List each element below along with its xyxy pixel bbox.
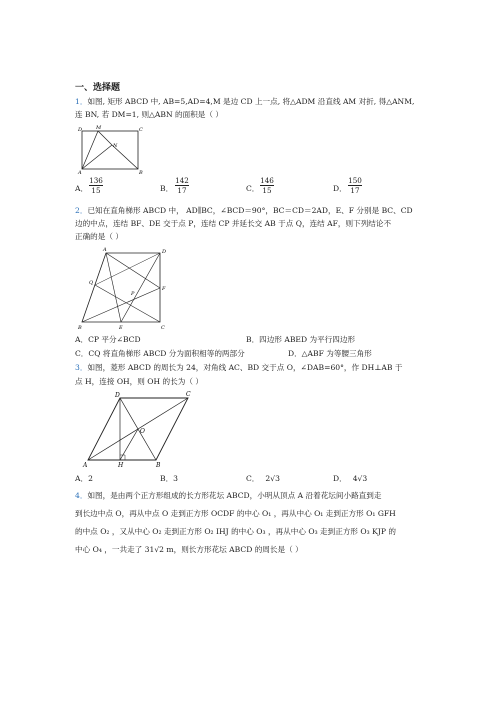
q1-figure [78, 126, 144, 174]
q1-label-n: N [113, 143, 118, 149]
q1-line2: 连 BN, 若 DM=1, 则△ABN 的面积是（ ） [75, 110, 223, 119]
q2-opt-b: B．四边形 ABED 为平行四边形 [246, 335, 356, 344]
section-heading: 一、选择题 [75, 83, 121, 93]
q3-opt-a: A．2 [75, 474, 93, 483]
q3-number: 3． [75, 363, 88, 372]
q2-figure [78, 248, 170, 330]
q3-opt-d-value: 4√3 [352, 474, 368, 483]
q1-number: 1． [75, 97, 88, 106]
q3-opt-d-letter: D． [333, 474, 347, 483]
q1-label-b: B [139, 170, 143, 176]
q1-opt-b-frac [174, 176, 190, 195]
q2-opt-c: C．CQ 将直角梯形 ABCD 分为面积相等的两部分 [75, 349, 245, 358]
q1-label-d: D [78, 127, 83, 133]
q3-line1 [75, 362, 402, 373]
q1-opt-d-frac [347, 176, 363, 195]
q2-label-e: E [119, 325, 123, 331]
q2-line1 [75, 205, 413, 216]
q4-line4: 中心 O₄ ，一共走了 31√2 m，则长方形花坛 ABCD 的周长是（ ） [75, 545, 303, 554]
q1-opt-b-letter: B． [160, 184, 174, 193]
q3-opt-c-value: 2√3 [265, 474, 280, 483]
q2-label-c: C [161, 325, 165, 331]
q3-opt-c-letter: C． [246, 474, 260, 483]
q2-label-a: A [103, 247, 107, 253]
q3-opt-c [246, 473, 280, 484]
q1-label-c: C [139, 127, 143, 133]
q2-line3: 正确的是（ ） [75, 232, 123, 241]
q1-opt-c-den: 15 [262, 186, 272, 195]
q1-opt-c-num: 146 [260, 176, 274, 185]
q2-label-q: Q [89, 280, 94, 286]
q3-text1: 如图，菱形 ABCD 的周长为 24，对角线 AC、BD 交于点 O，∠DAB=60°，作 DH⊥AB 于 [87, 363, 403, 372]
q4-line2: 到长边中点 O，再从中点 O 走到正方形 OCDF 的中心 O₁ ，再从中心 O₁ 走到正方形 O₁ GFH [75, 509, 396, 518]
q1-opt-d-den: 17 [350, 186, 360, 195]
q3-label-c: C [186, 391, 191, 398]
q4-line3: 的中点 O₂ ，又从中心 O₂ 走到正方形 O₂ IHJ 的中心 O₃ ，再从中心 O₃ 走到正方形 O₃ KJP 的 [75, 527, 396, 536]
q1-opt-a-den: 15 [91, 186, 101, 195]
q1-opt-c-letter: C． [246, 184, 260, 193]
q2-label-b: B [78, 325, 82, 331]
q3-opt-b: B．3 [160, 474, 179, 483]
q3-label-h: H [118, 462, 124, 469]
q1-line1 [75, 96, 414, 107]
q4-line1 [75, 490, 381, 501]
q1-opt-a-letter: A． [75, 184, 89, 193]
q2-label-p: P [131, 291, 135, 297]
q1-opt-b-den: 17 [177, 186, 187, 195]
q2-number: 2． [75, 206, 88, 215]
q1-opt-a-frac [88, 176, 104, 195]
q1-opt-b-num: 142 [175, 176, 189, 185]
q1-opt-a-num: 136 [89, 176, 103, 185]
q2-label-d: D [162, 249, 167, 255]
q2-opt-a: A．CP 平分∠BCD [75, 335, 141, 344]
q3-opt-d [333, 473, 367, 484]
q3-label-a: A [83, 462, 88, 469]
q3-line2: 点 H，连接 OH，则 OH 的长为（ ） [75, 377, 203, 386]
q1-text1: 如图, 矩形 ABCD 中, AB=5,AD=4,M 是边 CD 上一点, 将△ADM 沿直线 AM 对折, 得△ANM, [87, 97, 415, 106]
q4-text1: 如图，是由两个正方形组成的长方形花坛 ABCD，小明从顶点 A 沿着花坛间小路直到走 [87, 491, 382, 500]
q2-opt-d: D．△ABF 为等腰三角形 [288, 349, 372, 358]
q3-label-o: O [140, 428, 145, 435]
q1-opt-c-frac [259, 176, 275, 195]
q2-line2: 边的中点，连结 BF、DE 交于点 P，连结 CP 并延长交 AB 于点 Q，连结 AF，则下列结论不 [75, 219, 392, 228]
q3-label-d: D [115, 392, 120, 399]
q2-label-f: F [162, 286, 166, 292]
q3-label-b: B [156, 462, 161, 469]
q2-text1: 已知在直角梯形 ABCD 中， AD∥BC，∠BCD＝90°，BC＝CD＝2AD，E、F 分别是 BC、CD [87, 206, 413, 215]
q4-number: 4． [75, 491, 88, 500]
q3-figure [80, 392, 196, 468]
q1-opt-d-num: 150 [348, 176, 362, 185]
q1-label-a: A [78, 170, 82, 176]
q1-opt-d-letter: D． [333, 184, 347, 193]
q1-label-m: M [96, 125, 102, 131]
